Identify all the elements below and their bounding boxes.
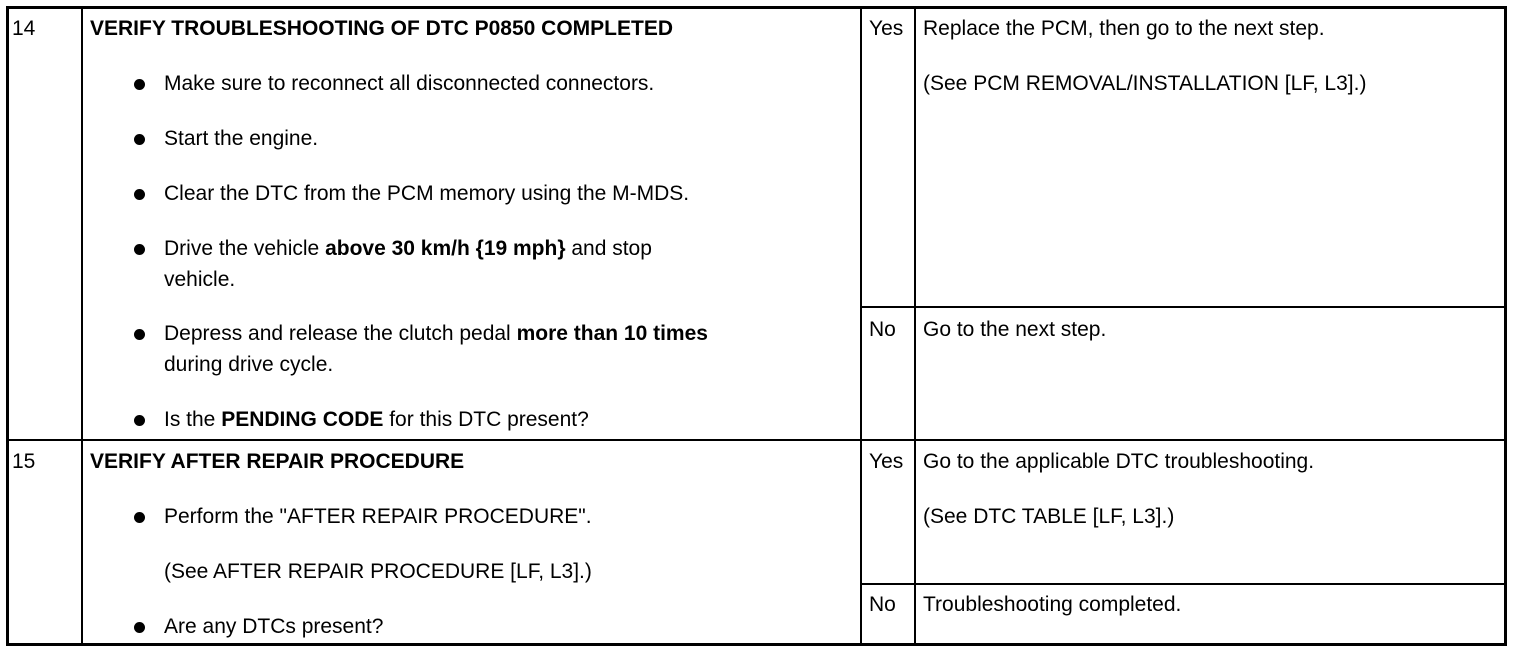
yes-action: Replace the PCM, then go to the next step.	[923, 17, 1325, 40]
step-number: 14	[12, 17, 36, 40]
step-title: VERIFY AFTER REPAIR PROCEDURE	[90, 450, 465, 473]
bullet-text: Perform the "AFTER REPAIR PROCEDURE".	[164, 505, 592, 528]
bullet-text: Is the PENDING CODE for this DTC present?	[164, 408, 589, 431]
bullet-icon	[134, 622, 145, 633]
column-divider-action	[860, 9, 862, 643]
no-action: Go to the next step.	[923, 318, 1107, 341]
step-number: 15	[12, 450, 36, 473]
yes-reference: (See DTC TABLE [LF, L3].)	[923, 505, 1175, 528]
yes-action: Go to the applicable DTC troubleshooting.	[923, 450, 1315, 473]
bullet-text: Depress and release the clutch pedal more than 10 times	[164, 322, 708, 345]
column-divider-step	[81, 9, 83, 643]
no-label: No	[869, 318, 896, 341]
bullet-text: Are any DTCs present?	[164, 615, 384, 638]
yes-reference: (See PCM REMOVAL/INSTALLATION [LF, L3].)	[923, 72, 1367, 95]
bullet-text-continued: during drive cycle.	[164, 353, 334, 376]
bullet-text-continued: vehicle.	[164, 268, 236, 291]
bullet-icon	[134, 329, 145, 340]
bullet-subtext: (See AFTER REPAIR PROCEDURE [LF, L3].)	[164, 560, 592, 583]
bullet-icon	[134, 79, 145, 90]
yes-no-divider-15	[860, 583, 1504, 585]
bullet-text: Make sure to reconnect all disconnected connectors.	[164, 72, 655, 95]
column-divider-result	[914, 9, 916, 643]
bullet-icon	[134, 244, 145, 255]
bullet-icon	[134, 189, 145, 200]
step-title: VERIFY TROUBLESHOOTING OF DTC P0850 COMPLETED	[90, 17, 674, 40]
bullet-icon	[134, 415, 145, 426]
bullet-icon	[134, 134, 145, 145]
yes-label: Yes	[869, 17, 904, 40]
row-divider	[9, 439, 1504, 441]
yes-label: Yes	[869, 450, 904, 473]
bullet-text: Clear the DTC from the PCM memory using the M-MDS.	[164, 182, 690, 205]
bullet-text: Start the engine.	[164, 127, 319, 150]
yes-no-divider-14	[860, 306, 1504, 308]
bullet-text: Drive the vehicle above 30 km/h {19 mph} and stop	[164, 237, 652, 260]
no-action: Troubleshooting completed.	[923, 593, 1182, 616]
no-label: No	[869, 593, 896, 616]
bullet-icon	[134, 512, 145, 523]
